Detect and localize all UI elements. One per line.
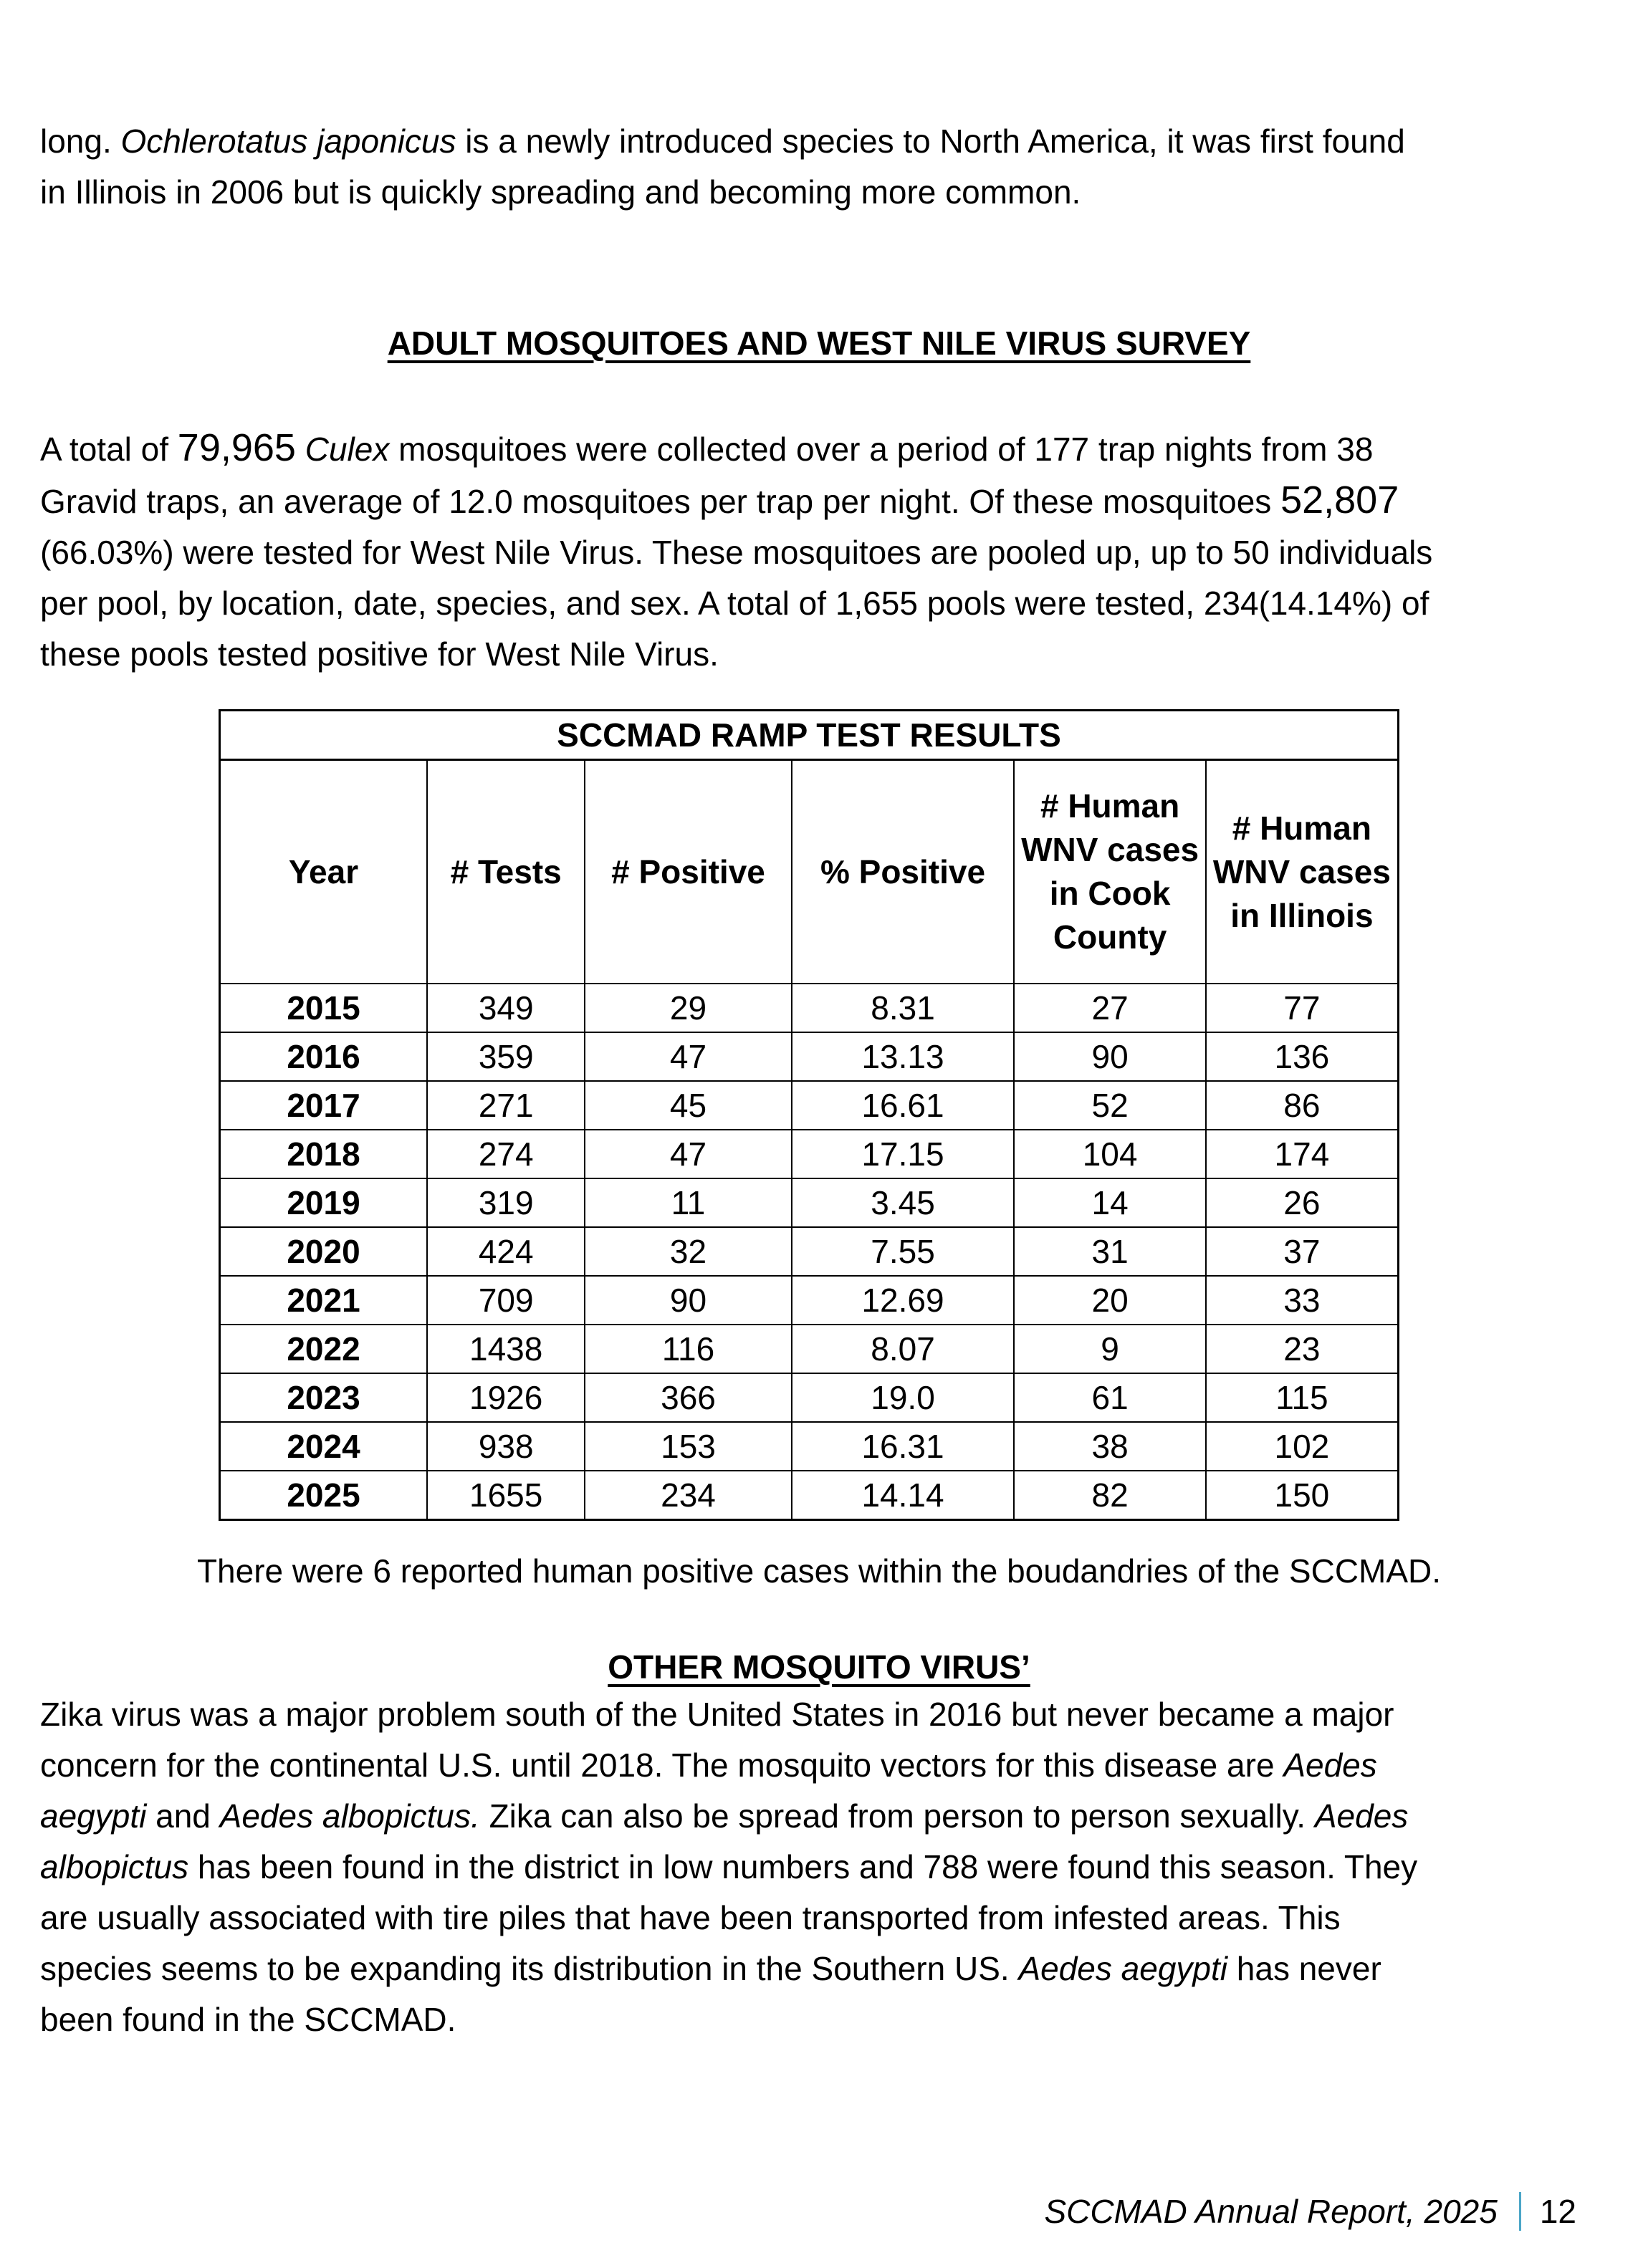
- cell-illinois: 86: [1206, 1081, 1399, 1130]
- cell-year: 2016: [220, 1032, 428, 1081]
- human-cases-note: There were 6 reported human positive cases within the boudandries of the SCCMAD.: [196, 1552, 1442, 1590]
- cell-cook: 27: [1014, 984, 1205, 1032]
- cell-percent: 8.31: [792, 984, 1015, 1032]
- table-header-row: [220, 760, 1399, 984]
- cell-percent: 16.61: [792, 1081, 1015, 1130]
- species-name: Culex: [305, 431, 390, 468]
- zika-text: Zika virus was a major problem south of the United States in 2016 but never became a major: [40, 1696, 1394, 1733]
- cell-positive: 47: [585, 1032, 791, 1081]
- zika-text: and: [146, 1797, 220, 1835]
- intro-paragraph: [40, 116, 1602, 218]
- species-name: aegypti: [40, 1797, 147, 1835]
- table-row: [220, 1276, 1399, 1325]
- cell-year: 2022: [220, 1325, 428, 1373]
- cell-cook: 104: [1014, 1130, 1205, 1178]
- table-row: [220, 1032, 1399, 1081]
- zika-text: been found in the SCCMAD.: [40, 2001, 456, 2038]
- cell-percent: 7.55: [792, 1227, 1015, 1276]
- species-name: Aedes albopictus.: [219, 1797, 480, 1835]
- cell-cook: 90: [1014, 1032, 1205, 1081]
- cell-tests: 424: [427, 1227, 585, 1276]
- report-title: SCCMAD Annual Report, 2025: [1044, 2193, 1498, 2230]
- cell-positive: 153: [585, 1422, 791, 1471]
- cell-positive: 234: [585, 1471, 791, 1520]
- intro-text: is a newly introduced species to North America, it was first found: [456, 122, 1405, 160]
- cell-tests: 359: [427, 1032, 585, 1081]
- species-name: Ochlerotatus japonicus: [120, 122, 456, 160]
- section-heading-other-viruses: OTHER MOSQUITO VIRUS’: [608, 1648, 1030, 1686]
- table-row: [220, 1227, 1399, 1276]
- species-name: albopictus: [40, 1848, 189, 1885]
- cell-cook: 38: [1014, 1422, 1205, 1471]
- cell-year: 2025: [220, 1471, 428, 1520]
- cell-year: 2019: [220, 1178, 428, 1227]
- zika-text: Zika can also be spread from person to person sexually.: [479, 1797, 1315, 1835]
- cell-positive: 116: [585, 1325, 791, 1373]
- cell-percent: 8.07: [792, 1325, 1015, 1373]
- cell-illinois: 115: [1206, 1373, 1399, 1422]
- cell-illinois: 102: [1206, 1422, 1399, 1471]
- cell-tests: 1926: [427, 1373, 585, 1422]
- wnv-text: (66.03%) were tested for West Nile Virus. These mosquitoes are pooled up, up to 50 individuals: [40, 534, 1433, 571]
- footer-separator: [1519, 2192, 1521, 2231]
- cell-year: 2017: [220, 1081, 428, 1130]
- table-row: [220, 1373, 1399, 1422]
- table-row: [220, 1471, 1399, 1520]
- cell-tests: 1655: [427, 1471, 585, 1520]
- cell-year: 2015: [220, 984, 428, 1032]
- cell-cook: 82: [1014, 1471, 1205, 1520]
- cell-year: 2020: [220, 1227, 428, 1276]
- wnv-text: per pool, by location, date, species, and sex. A total of 1,655 pools were tested, 234(14.14%) of: [40, 585, 1429, 622]
- cell-percent: 12.69: [792, 1276, 1015, 1325]
- intro-text: long.: [40, 122, 121, 160]
- table-row: [220, 1422, 1399, 1471]
- cell-illinois: 26: [1206, 1178, 1399, 1227]
- cell-positive: 11: [585, 1178, 791, 1227]
- page-footer: [1044, 2192, 1576, 2231]
- cell-positive: 90: [585, 1276, 791, 1325]
- header-percent-positive: % Positive: [792, 760, 1015, 984]
- cell-percent: 17.15: [792, 1130, 1015, 1178]
- cell-illinois: 174: [1206, 1130, 1399, 1178]
- ramp-test-results-table: [219, 709, 1399, 1521]
- cell-illinois: 77: [1206, 984, 1399, 1032]
- cell-year: 2021: [220, 1276, 428, 1325]
- cell-positive: 45: [585, 1081, 791, 1130]
- cell-percent: 13.13: [792, 1032, 1015, 1081]
- zika-text: species seems to be expanding its distribution in the Southern US.: [40, 1950, 1019, 1987]
- cell-percent: 16.31: [792, 1422, 1015, 1471]
- zika-text: has been found in the district in low numbers and 788 were found this season. They: [188, 1848, 1418, 1885]
- cell-year: 2024: [220, 1422, 428, 1471]
- species-name: Aedes aegypti: [1018, 1950, 1227, 1987]
- wnv-text: Gravid traps, an average of 12.0 mosquitoes per trap per night. Of these mosquitoes: [40, 483, 1281, 520]
- cell-year: 2018: [220, 1130, 428, 1178]
- cell-illinois: 37: [1206, 1227, 1399, 1276]
- header-illinois-cases: # Human WNV cases in Illinois: [1206, 760, 1399, 984]
- table-row: [220, 1178, 1399, 1227]
- cell-cook: 61: [1014, 1373, 1205, 1422]
- header-year: Year: [220, 760, 428, 984]
- cell-cook: 31: [1014, 1227, 1205, 1276]
- zika-text: has never: [1227, 1950, 1381, 1987]
- cell-tests: 274: [427, 1130, 585, 1178]
- cell-tests: 319: [427, 1178, 585, 1227]
- cell-cook: 9: [1014, 1325, 1205, 1373]
- cell-positive: 29: [585, 984, 791, 1032]
- cell-illinois: 136: [1206, 1032, 1399, 1081]
- table-row: [220, 984, 1399, 1032]
- cell-tests: 1438: [427, 1325, 585, 1373]
- page-number: 12: [1539, 2193, 1576, 2230]
- zika-text: are usually associated with tire piles that have been transported from infested areas. This: [40, 1899, 1341, 1936]
- cell-positive: 47: [585, 1130, 791, 1178]
- wnv-paragraph: [40, 423, 1602, 680]
- cell-tests: 271: [427, 1081, 585, 1130]
- total-collected: 79,965: [177, 426, 296, 469]
- zika-text: concern for the continental U.S. until 2018. The mosquito vectors for this disease are: [40, 1746, 1284, 1784]
- cell-percent: 3.45: [792, 1178, 1015, 1227]
- cell-positive: 366: [585, 1373, 791, 1422]
- cell-tests: 709: [427, 1276, 585, 1325]
- cell-illinois: 33: [1206, 1276, 1399, 1325]
- species-name: Aedes: [1314, 1797, 1409, 1835]
- cell-positive: 32: [585, 1227, 791, 1276]
- wnv-text: mosquitoes were collected over a period of 177 trap nights from 38: [389, 431, 1374, 468]
- cell-tests: 349: [427, 984, 585, 1032]
- intro-text: in Illinois in 2006 but is quickly spreading and becoming more common.: [40, 173, 1081, 211]
- table-row: [220, 1130, 1399, 1178]
- header-cook-county-cases: # Human WNV cases in Cook County: [1014, 760, 1205, 984]
- table-row: [220, 1081, 1399, 1130]
- cell-percent: 14.14: [792, 1471, 1015, 1520]
- wnv-text: these pools tested positive for West Nile Virus.: [40, 635, 719, 673]
- cell-year: 2023: [220, 1373, 428, 1422]
- species-name: Aedes: [1283, 1746, 1377, 1784]
- cell-percent: 19.0: [792, 1373, 1015, 1422]
- header-tests: # Tests: [427, 760, 585, 984]
- section-heading-wnv: ADULT MOSQUITOES AND WEST NILE VIRUS SURVEY: [387, 325, 1251, 362]
- cell-illinois: 150: [1206, 1471, 1399, 1520]
- cell-cook: 20: [1014, 1276, 1205, 1325]
- cell-tests: 938: [427, 1422, 585, 1471]
- table-row: [220, 1325, 1399, 1373]
- header-positive: # Positive: [585, 760, 791, 984]
- table-title: SCCMAD RAMP TEST RESULTS: [220, 711, 1399, 760]
- total-tested: 52,807: [1280, 479, 1399, 522]
- cell-cook: 14: [1014, 1178, 1205, 1227]
- cell-cook: 52: [1014, 1081, 1205, 1130]
- wnv-text: A total of: [40, 431, 178, 468]
- zika-paragraph: [40, 1689, 1602, 2045]
- cell-illinois: 23: [1206, 1325, 1399, 1373]
